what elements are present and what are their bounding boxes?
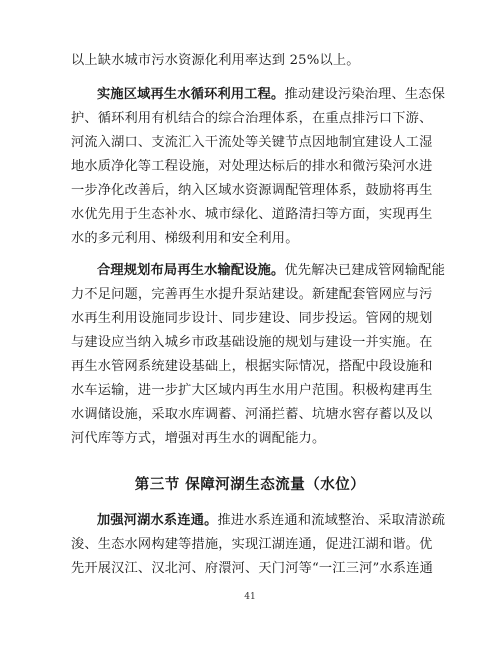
page-number: 41	[244, 592, 256, 602]
paragraph-first-line	[97, 512, 446, 530]
paragraph-line: 水优先用于生态补水、城市绿化、道路清扫等方面，实现再生	[71, 207, 433, 222]
paragraph-first-line	[97, 86, 446, 104]
paragraph-line: 水调储设施，采取水库调蓄、河涌拦蓄、坑塘水窖存蓄以及以	[71, 407, 433, 422]
paragraph-text: 推进水系连通和流域整治、采取清淤疏	[217, 513, 446, 528]
paragraph-line: 一步净化改善后，纳入区域水资源调配管理体系，鼓励将再生	[71, 183, 433, 198]
paragraph-lead-heading: 加强河湖水系连通。	[97, 513, 218, 528]
paragraph-line: 水的多元利用、梯级利用和安全利用。	[71, 231, 299, 246]
paragraph-line: 护、循环利用有机结合的综合治理体系，在重点排污口下游、	[71, 111, 433, 126]
paragraph-line: 先开展汉江、汉北河、府澴河、天门河等“一江三河”水系连通	[71, 561, 433, 576]
paragraph-first-line	[97, 262, 446, 280]
paragraph-line: 河流入湖口、支流汇入干流处等关键节点因地制宜建设人工湿	[71, 135, 433, 150]
paragraph-text: 推动建设污染治理、生态保	[284, 87, 446, 102]
paragraph-text: 优先解决已建成管网输配能	[284, 263, 446, 278]
paragraph-lead-heading: 实施区域再生水循环利用工程。	[97, 87, 285, 102]
paragraph-line: 与建设应当纳入城乡市政基础设施的规划与建设一并实施。在	[71, 335, 433, 350]
paragraph-line: 再生水管网系统建设基础上，根据实际情况，搭配中段设施和	[71, 359, 433, 374]
paragraph-line: 以上缺水城市污水资源化利用率达到 25%以上。	[71, 53, 360, 68]
paragraph-line: 河代库等方式，增强对再生水的调配能力。	[71, 431, 326, 446]
paragraph-line: 水车运输，进一步扩大区域内再生水用户范围。积极构建再生	[71, 383, 433, 398]
paragraph-line: 地水质净化等工程设施，对处理达标后的排水和微污染河水进	[71, 159, 433, 174]
section-heading: 第三节 保障河湖生态流量（水位）	[134, 476, 366, 493]
paragraph-line: 浚、生态水网构建等措施，实现江湖连通，促进江湖和谐。优	[71, 537, 433, 552]
paragraph-lead-heading: 合理规划布局再生水输配设施。	[97, 263, 285, 278]
paragraph-line: 力不足问题，完善再生水提升泵站建设。新建配套管网应与污	[71, 287, 433, 302]
paragraph-line: 水再生利用设施同步设计、同步建设、同步投运。管网的规划	[71, 311, 433, 326]
